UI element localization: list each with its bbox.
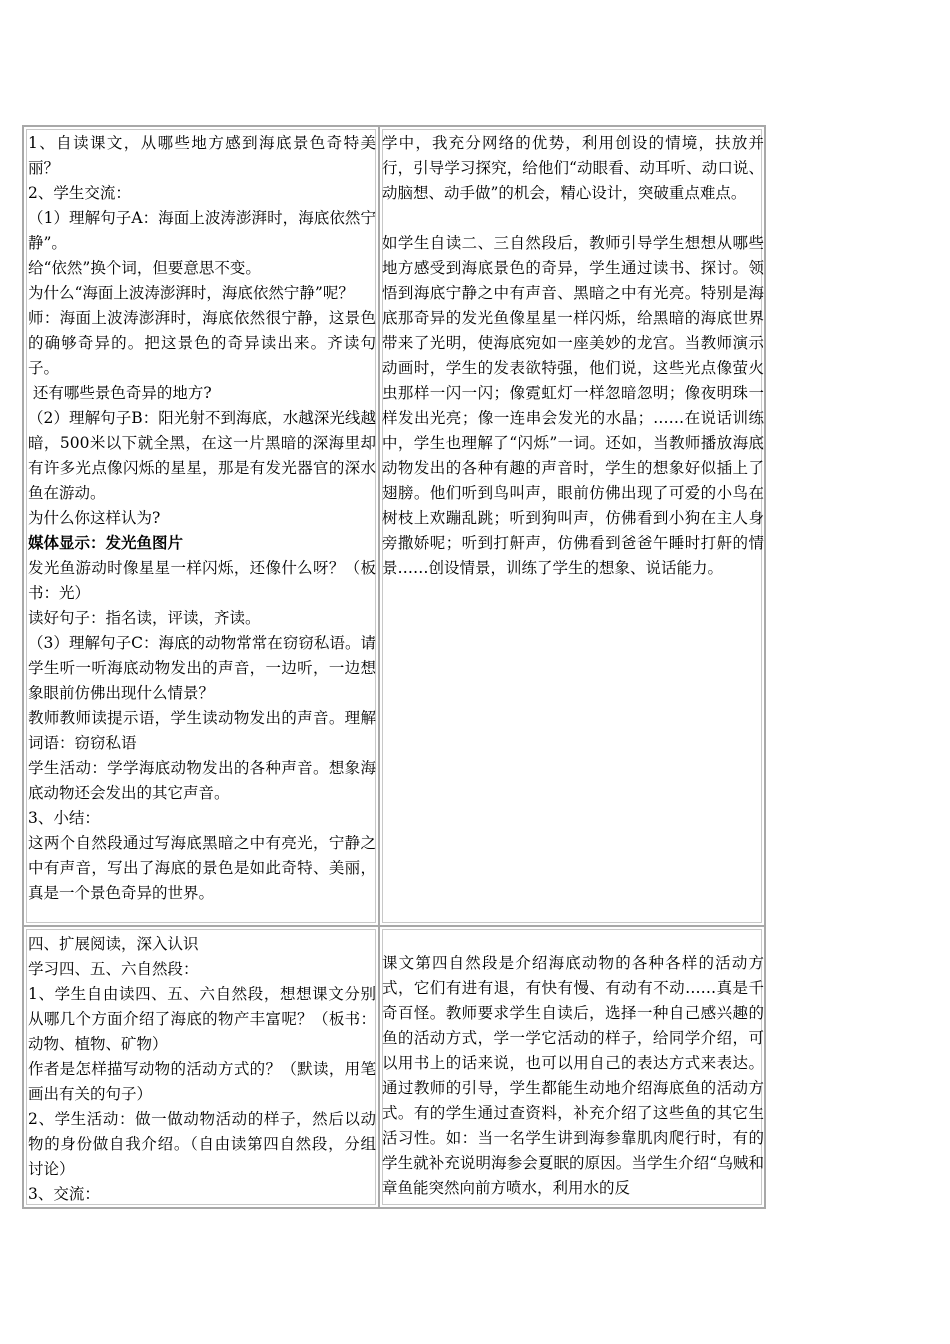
row1-right-text — [382, 131, 764, 581]
paragraph: 学中，我充分网络的优势，利用创设的情境，扶放并行，引导学习探究，给他们“动眼看、动耳听、动口说、动脑想、动手做”的机会，精心设计，突破重点难点。 — [382, 134, 764, 202]
paragraph: 读好句子：指名读，评读，齐读。 — [28, 609, 261, 627]
paragraph: 2、学生活动：做一做动物活动的样子，然后以动物的身份做自我介绍。（自由读第四自然段，分组讨论） — [28, 1110, 376, 1178]
paragraph: 3、交流： — [28, 1185, 100, 1203]
row1-left-cell — [24, 127, 380, 927]
paragraph: 还有哪些景色奇异的地方? — [28, 384, 212, 402]
paragraph: 3、小结： — [28, 809, 100, 827]
paragraph: （1）理解句子A：海面上波涛澎湃时，海底依然宁静”。 — [28, 209, 376, 252]
paragraph: 如学生自读二、三自然段后，教师引导学生想想从哪些地方感受到海底景色的奇异，学生通过读书、探讨。领悟到海底宁静之中有声音、黑暗之中有光亮。特别是海底那奇异的发光鱼像星星一样闪烁，给黑暗的海底世界带来了光明，使海底宛如一座美妙的龙宫。当教师演示动画时，学生的发表欲特强，他们说，这些光点像萤火虫那样一闪一闪；像霓虹灯一样忽暗忽明；像夜明珠一样发出光亮；像一连串会发光的水晶；……在说话训练中，学生也理解了“闪烁”一词。还如，当教师播放海底动物发出的各种有趣的声音时，学生的想象好似插上了翅膀。他们听到鸟叫声，眼前仿佛出现了可爱的小鸟在树枝上欢蹦乱跳；听到狗叫声，仿佛看到小狗在主人身旁撒娇呢；听到打鼾声，仿佛看到爸爸午睡时打鼾的情景……创设情景，训练了学生的想象、说话能力。 — [382, 234, 764, 577]
paragraph: 作者是怎样描写动物的活动方式的？（默读，用笔画出有关的句子） — [28, 1060, 376, 1103]
row2-left-cell — [24, 927, 380, 1209]
paragraph: 给“依然”换个词，但要意思不变。 — [28, 259, 261, 277]
paragraph: （2）理解句子B：阳光射不到海底，水越深光线越暗，500米以下就全黑，在这一片黑暗的深海里却有许多光点像闪烁的星星，那是有发光器官的深水鱼在游动。 — [28, 409, 376, 502]
row1-left-text — [28, 131, 376, 906]
row2-right-cell — [380, 927, 766, 1209]
paragraph: 为什么你这样认为? — [28, 509, 161, 527]
lesson-table — [22, 125, 766, 1209]
paragraph: 师：海面上波涛澎湃时，海底依然很宁静，这景色的确够奇异的。把这景色的奇异读出来。齐读句子。 — [28, 309, 376, 377]
paragraph: 这两个自然段通过写海底黑暗之中有亮光，宁静之中有声音，写出了海底的景色是如此奇特、美丽，真是一个景色奇异的世界。 — [28, 834, 376, 902]
paragraph: 1、自读课文，从哪些地方感到海底景色奇特美丽？ — [28, 134, 376, 177]
row1-right-cell — [380, 127, 766, 927]
paragraph: 2、学生交流： — [28, 184, 131, 202]
paragraph: 教师教师读提示语，学生读动物发出的声音。理解词语：窃窃私语 — [28, 709, 376, 752]
section-heading: 四、扩展阅读，深入认识 — [28, 935, 199, 953]
paragraph: 课文第四自然段是介绍海底动物的各种各样的活动方式，它们有进有退，有快有慢、有动有不动……真是千奇百怪。教师要求学生自读后，选择一种自己感兴趣的鱼的活动方式，学一学它活动的样子，给同学介绍，可以用书上的话来说，也可以用自己的表达方式来表达。通过教师的引导，学生都能生动地介绍海底鱼的活动方式。有的学生通过查资料，补充介绍了这些鱼的其它生活习性。如：当一名学生讲到海参靠肌肉爬行时，有的学生就补充说明海参会夏眠的原因。当学生介绍“乌贼和章鱼能突然向前方喷水，利用水的反 — [382, 954, 764, 1197]
paragraph: 学生活动：学学海底动物发出的各种声音。想象海底动物还会发出的其它声音。 — [28, 759, 376, 802]
paragraph: 为什么“海面上波涛澎湃时，海底依然宁静”呢？ — [28, 284, 354, 302]
media-heading: 媒体显示：发光鱼图片 — [28, 534, 184, 552]
paragraph: 1、学生自由读四、五、六自然段，想想课文分别从哪几个方面介绍了海底的物产丰富呢？（板书：动物、植物、矿物） — [28, 985, 376, 1053]
row2-left-text — [28, 932, 376, 1207]
paragraph: （3）理解句子C：海底的动物常常在窃窃私语。请学生听一听海底动物发出的声音，一边听，一边想象眼前仿佛出现什么情景？ — [28, 634, 376, 702]
row2-right-text — [382, 951, 764, 1201]
blank-line — [382, 206, 764, 231]
paragraph: 学习四、五、六自然段： — [28, 960, 199, 978]
paragraph: 发光鱼游动时像星星一样闪烁，还像什么呀？（板书：光） — [28, 559, 376, 602]
